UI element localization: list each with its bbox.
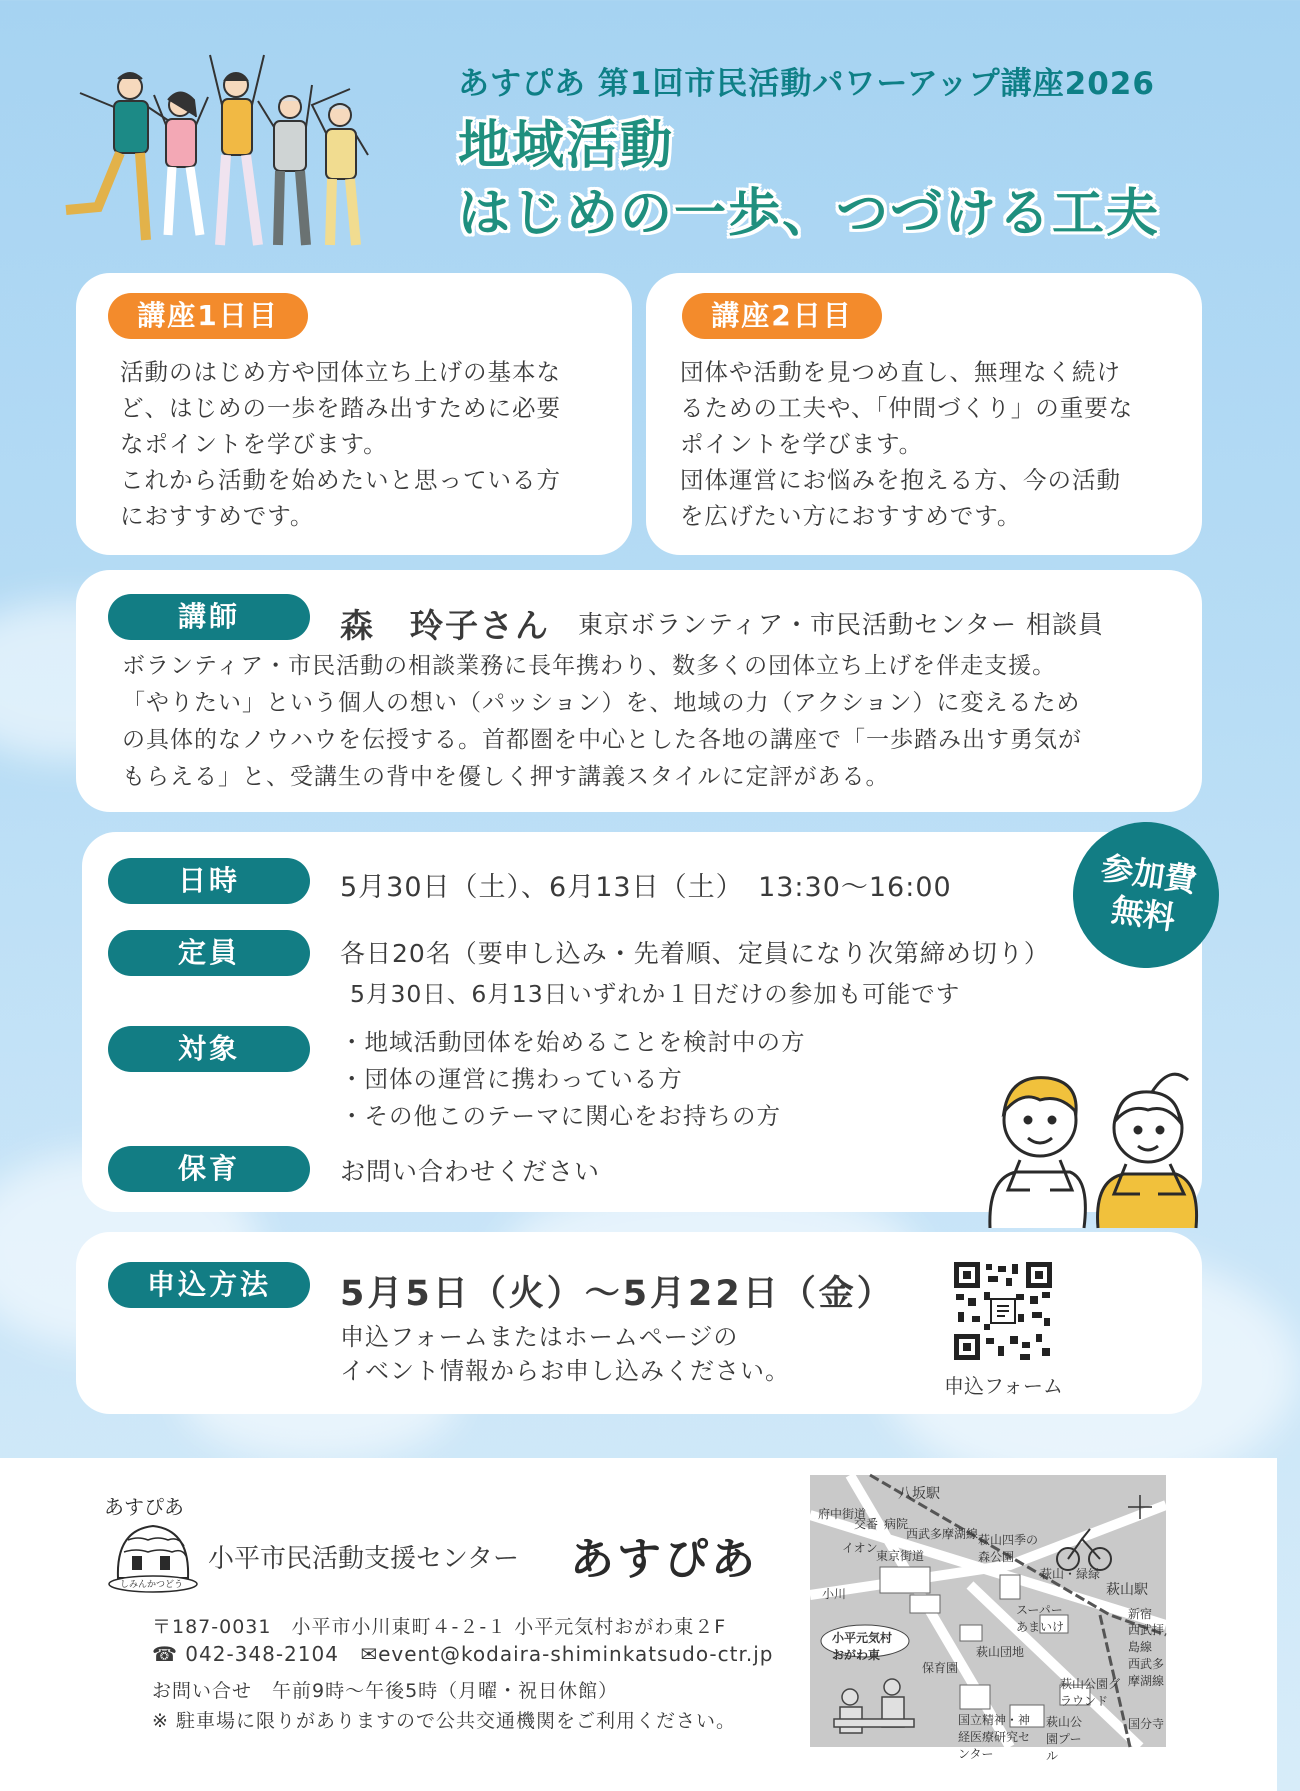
phone-number[interactable]: ☎ 042-348-2104 — [152, 1642, 339, 1666]
map-label-ncnp: 国立精神・神経医療研究センター — [958, 1713, 1031, 1761]
address: 〒187-0031 小平市小川東町４-２-１ 小平元気村おがわ東２F — [152, 1616, 727, 1638]
contact-line — [152, 1642, 774, 1666]
apply-line: 申込フォームまたはホームページの — [340, 1323, 739, 1351]
asupia-logo — [98, 1490, 208, 1595]
map-label-hagiyama-forest: 萩山四季の森公園 — [978, 1533, 1039, 1564]
target-list — [340, 1024, 806, 1135]
logo-text: あすぴあ — [104, 1495, 184, 1519]
map-label-hagiyama-ground: 萩山公園グラウンド — [1060, 1677, 1121, 1708]
map-label-supermarket: スーパーあまいけ — [1016, 1603, 1065, 1634]
day2-line: 団体や活動を見つめ直し、無理なく続け — [680, 358, 1121, 386]
map-label-fuchu-kaido: 府中街道 — [818, 1507, 867, 1521]
map-label-hagiyama-danchi: 萩山団地 — [976, 1645, 1025, 1659]
application-form-qr-code[interactable] — [954, 1262, 1052, 1360]
lecturer-label: 講師 — [108, 594, 310, 640]
day2-description — [680, 354, 1133, 534]
day2-label: 講座2日目 — [682, 293, 882, 339]
logo-subtext: しみんかつどう — [120, 1580, 184, 1590]
map-label-hospital: 病院 — [884, 1517, 909, 1531]
lecturer-role: 東京ボランティア・市民活動センター 相談員 — [578, 610, 1104, 639]
target-item: ・その他このテーマに関心をお持ちの方 — [340, 1102, 781, 1130]
lecturer-bio-line: の具体的なノウハウを伝授する。首都圏を中心とした各地の講座で「一歩踏み出す勇気が — [122, 727, 1082, 753]
date-value: 5月30日（土）、6月13日（土） 13:30〜16:00 — [340, 872, 952, 903]
map-label-aeon: イオン — [842, 1541, 878, 1555]
title-line-1: 地域活動 — [458, 116, 675, 176]
map-label-hagiyama-mimi: 萩山・緑緑 — [1040, 1567, 1101, 1581]
lecturer-bio-line: 「やりたい」という個人の想い（パッション）を、地域の力（アクション）に変えるため — [122, 690, 1081, 716]
target-item: ・団体の運営に携わっている方 — [340, 1065, 683, 1093]
childcare-value: お問い合わせください — [340, 1157, 601, 1186]
day2-line: るための工夫や、「仲間づくり」の重要な — [680, 394, 1134, 422]
day1-line: ど、はじめの一歩を踏み出すために必要 — [120, 394, 561, 422]
day1-line: これから活動を始めたいと思っている方 — [120, 466, 561, 494]
lecturer-bio — [122, 648, 1082, 796]
map-label-seibu-haijima: 西武拝島線 — [1128, 1623, 1165, 1654]
parking-note: ※ 駐車場に限りがありますので公共交通機関をご利用ください。 — [152, 1710, 736, 1732]
lecturer-name: 森 玲子さん — [340, 606, 550, 645]
map-label-kokubunji: 国分寺 — [1128, 1717, 1165, 1731]
map-label-hachisaka: 八坂駅 — [898, 1486, 940, 1502]
target-item: ・地域活動団体を始めることを検討中の方 — [340, 1028, 806, 1056]
map-label-seibu-tamako-2: 西武多摩湖線 — [1128, 1657, 1165, 1688]
qr-label: 申込フォーム — [944, 1374, 1063, 1398]
target-label: 対象 — [108, 1026, 310, 1072]
day1-description — [120, 354, 561, 534]
childcare-label: 保育 — [108, 1146, 310, 1192]
thinking-couple-illustration — [980, 1060, 1202, 1228]
cheering-people-illustration — [50, 45, 390, 260]
fee-label: 参加費 — [1098, 848, 1200, 900]
day1-label: 講座1日目 — [108, 293, 308, 339]
apply-label: 申込方法 — [108, 1262, 310, 1308]
apply-period: 5月5日（火）〜5月22日（金） — [340, 1274, 895, 1314]
map-label-hagiyama-station: 萩山駅 — [1106, 1582, 1148, 1598]
day2-line: 団体運営にお悩みを抱える方、今の活動 — [680, 466, 1121, 494]
capacity-note: 5月30日、6月13日いずれか１日だけの参加も可能です — [350, 980, 961, 1008]
map-label-shinjuku: 新宿 — [1128, 1607, 1153, 1621]
map-label-nursery: 保育園 — [922, 1661, 959, 1675]
day1-line: 活動のはじめ方や団体立ち上げの基本な — [120, 358, 561, 386]
lecturer-bio-line: ボランティア・市民活動の相談業務に長年携わり、数多くの団体立ち上げを伴走支援。 — [122, 653, 1057, 679]
event-series-subtitle: あすぴあ 第1回市民活動パワーアップ講座2026 — [458, 66, 1155, 102]
apply-instructions — [340, 1320, 790, 1388]
map-label-koban: 交番 — [854, 1517, 879, 1531]
map-label-ogawa: 小川 — [822, 1587, 847, 1601]
fee-value: 無料 — [1109, 890, 1178, 938]
lecturer-bio-line: もらえる」と、受講生の背中を優しく押す講義スタイルに定評がある。 — [122, 764, 890, 790]
opening-hours: お問い合せ 午前9時〜午後5時（月曜・祝日休館） — [152, 1680, 619, 1702]
title-line-2: はじめの一歩、つづける工夫 — [458, 184, 1161, 244]
access-map — [810, 1475, 1166, 1763]
day2-line: を広げたい方におすすめです。 — [680, 502, 1022, 530]
apply-line: イベント情報からお申し込みください。 — [340, 1357, 790, 1385]
organization-brand: あすぴあ — [570, 1534, 758, 1585]
day2-line: ポイントを学びます。 — [680, 430, 924, 458]
organization-name: 小平市民活動支援センター — [208, 1544, 519, 1574]
map-label-seibu-tamako: 西武多摩湖線 — [906, 1527, 979, 1541]
capacity-value: 各日20名（要申し込み・先着順、定員になり次第締め切り） — [340, 939, 1050, 968]
page-title — [458, 112, 1160, 248]
email-address[interactable]: ✉event@kodaira-shiminkatsudo-ctr.jp — [360, 1642, 774, 1666]
day1-line: におすすめです。 — [120, 502, 315, 530]
day1-line: なポイントを学びます。 — [120, 430, 388, 458]
capacity-label: 定員 — [108, 930, 310, 976]
map-label-genkimura: 小平元気村おがわ東 — [832, 1631, 893, 1662]
date-label: 日時 — [108, 858, 310, 904]
map-label-tokyo-kaido: 東京街道 — [876, 1549, 925, 1563]
map-label-hagiyama-pool: 萩山公園プール — [1046, 1715, 1083, 1763]
